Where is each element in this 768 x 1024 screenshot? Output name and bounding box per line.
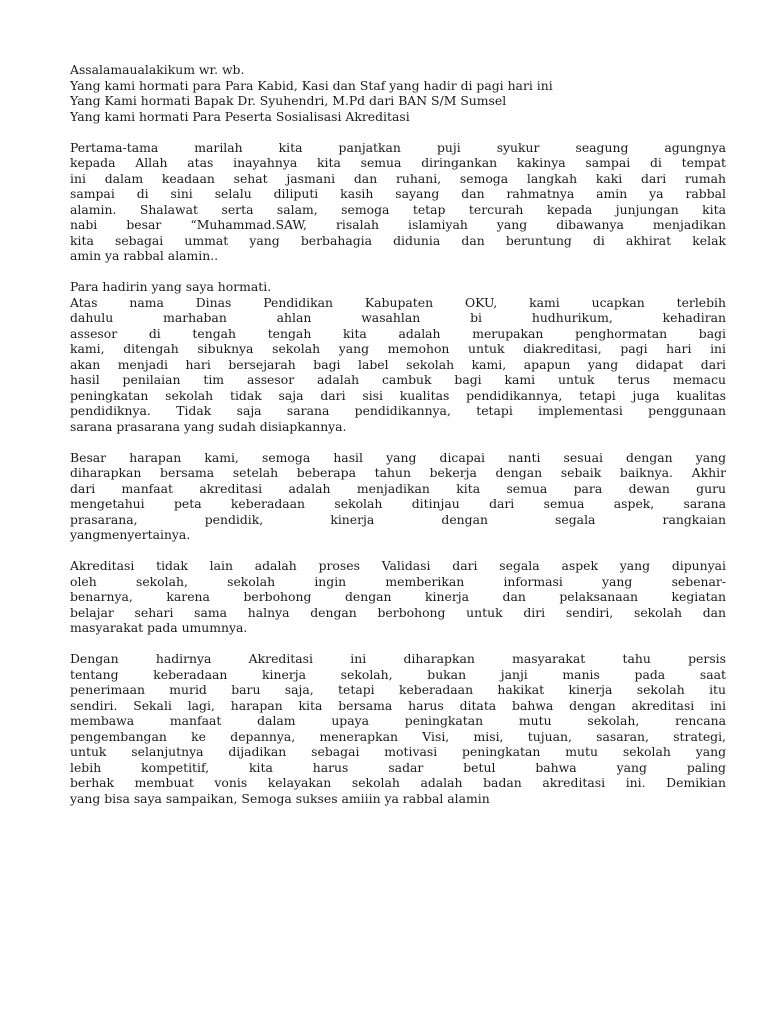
paragraph-line: akan menjadi hari bersejarah bagi label sekolah kami, apapun yang didapat dari bbox=[70, 356, 726, 372]
paragraph-line: Para hadirin yang saya hormati. bbox=[70, 279, 272, 294]
paragraph-line: pengembangan ke depannya, menerapkan Visi, misi, tujuan, sasaran, strategi, bbox=[70, 728, 726, 744]
paragraph-gap bbox=[70, 264, 726, 280]
paragraph-line: untuk selanjutnya dijadikan sebagai motivasi peningkatan mutu sekolah yang bbox=[70, 744, 726, 759]
paragraph-line: mengetahui peta keberadaan sekolah ditinjau dari semua aspek, sarana bbox=[70, 496, 726, 511]
greeting-line: Yang kami hormati Para Peserta Sosialisasi Akreditasi bbox=[70, 108, 410, 124]
paragraph-line: dahulu marhaban ahlan wasahlan bi hudhurikum, kehadiran bbox=[70, 310, 726, 325]
paragraph-line: ini dalam keadaan sehat jasmani dan ruhani, semoga langkah kaki dari rumah bbox=[70, 170, 726, 186]
paragraph-line: Akreditasi tidak lain adalah proses Validasi dari segala aspek yang dipunyai bbox=[70, 558, 726, 573]
paragraph-line: yangmenyertainya. bbox=[70, 527, 191, 542]
paragraph-line: pendidiknya. Tidak saja sarana pendidikannya, tetapi implementasi penggunaan bbox=[70, 403, 726, 418]
paragraph-line: hasil penilaian tim assesor adalah cambuk bagi kami untuk terus memacu bbox=[70, 372, 726, 387]
paragraph-gap bbox=[70, 636, 726, 652]
paragraph-line: amin ya rabbal alamin.. bbox=[70, 248, 219, 263]
paragraph-closing bbox=[70, 651, 726, 806]
paragraph-line: alamin. Shalawat serta salam, semoga tetap tercurah kepada junjungan kita bbox=[70, 201, 726, 217]
paragraph-line: sarana prasarana yang sudah disiapkannya. bbox=[70, 418, 347, 434]
paragraph-line: diharapkan bersama setelah beberapa tahun bekerja dengan sebaik baiknya. Akhir bbox=[70, 465, 726, 480]
paragraph-gap bbox=[70, 543, 726, 559]
speech-text bbox=[70, 62, 726, 806]
paragraph-line: belajar sehari sama halnya dengan berbohong untuk diri sendiri, sekolah dan bbox=[70, 604, 726, 620]
paragraph-line: kepada Allah atas inayahnya kita semua diringankan kakinya sampai di tempat bbox=[70, 155, 726, 170]
paragraph-line: kami, ditengah sibuknya sekolah yang memohon untuk diakreditasi, pagi hari ini bbox=[70, 341, 726, 356]
paragraph-gap bbox=[70, 434, 726, 450]
paragraph-line: yang bisa saya sampaikan, Semoga sukses amiiin ya rabbal alamin bbox=[70, 790, 490, 806]
paragraph-line: Dengan hadirnya Akreditasi ini diharapkan masyarakat tahu persis bbox=[70, 651, 726, 666]
paragraph-line: oleh sekolah, sekolah ingin memberikan informasi yang sebenar- bbox=[70, 573, 726, 589]
greetings-block bbox=[70, 62, 726, 124]
paragraph-line: berhak membuat vonis kelayakan sekolah adalah badan akreditasi ini. Demikian bbox=[70, 775, 726, 790]
paragraph-line: Pertama-tama marilah kita panjatkan puji syukur seagung agungnya bbox=[70, 139, 726, 155]
paragraph-validation bbox=[70, 558, 726, 636]
paragraph-line: kita sebagai ummat yang berbahagia didunia dan beruntung di akhirat kelak bbox=[70, 232, 726, 248]
paragraph-line: Besar harapan kami, semoga hasil yang dicapai nanti sesuai dengan yang bbox=[70, 449, 726, 465]
paragraph-line: tentang keberadaan kinerja sekolah, bukan janji manis pada saat bbox=[70, 666, 726, 682]
paragraph-line: benarnya, karena berbohong dengan kinerja dan pelaksanaan kegiatan bbox=[70, 589, 726, 604]
paragraph-line: nabi besar “Muhammad.SAW, risalah islamiyah yang dibawanya menjadikan bbox=[70, 217, 726, 232]
paragraph-line: dari manfaat akreditasi adalah menjadikan kita semua para dewan guru bbox=[70, 480, 726, 496]
greeting-line: Yang Kami hormati Bapak Dr. Syuhendri, M.Pd dari BAN S/M Sumsel bbox=[70, 93, 507, 108]
paragraph-line: Atas nama Dinas Pendidikan Kabupaten OKU, kami ucapkan terlebih bbox=[70, 294, 726, 310]
paragraph-line: sampai di sini selalu diliputi kasih sayang dan rahmatnya amin ya rabbal bbox=[70, 186, 726, 201]
paragraph-line: masyarakat pada umumnya. bbox=[70, 620, 248, 635]
greeting-line: Assalamaualakikum wr. wb. bbox=[70, 62, 245, 77]
greeting-line: Yang kami hormati para Para Kabid, Kasi dan Staf yang hadir di pagi hari ini bbox=[70, 77, 553, 93]
paragraph-welcome bbox=[70, 279, 726, 434]
paragraph-line: peningkatan sekolah tidak saja dari sisi kualitas pendidikannya, tetapi juga kualitas bbox=[70, 387, 726, 403]
paragraph-hopes bbox=[70, 450, 726, 543]
paragraph-line: lebih kompetitif, kita harus sadar betul bahwa yang paling bbox=[70, 759, 726, 775]
paragraph-line: penerimaan murid baru saja, tetapi keberadaan hakikat kinerja sekolah itu bbox=[70, 682, 726, 697]
paragraph-gap bbox=[70, 124, 726, 140]
paragraph-opening-prayer bbox=[70, 140, 726, 264]
paragraph-line: prasarana, pendidik, kinerja dengan segala rangkaian bbox=[70, 511, 726, 527]
paragraph-line: assesor di tengah tengah kita adalah merupakan penghormatan bagi bbox=[70, 325, 726, 341]
paragraph-line: sendiri. Sekali lagi, harapan kita bersama harus ditata bahwa dengan akreditasi ini bbox=[70, 697, 726, 713]
paragraph-line: membawa manfaat dalam upaya peningkatan mutu sekolah, rencana bbox=[70, 713, 726, 728]
